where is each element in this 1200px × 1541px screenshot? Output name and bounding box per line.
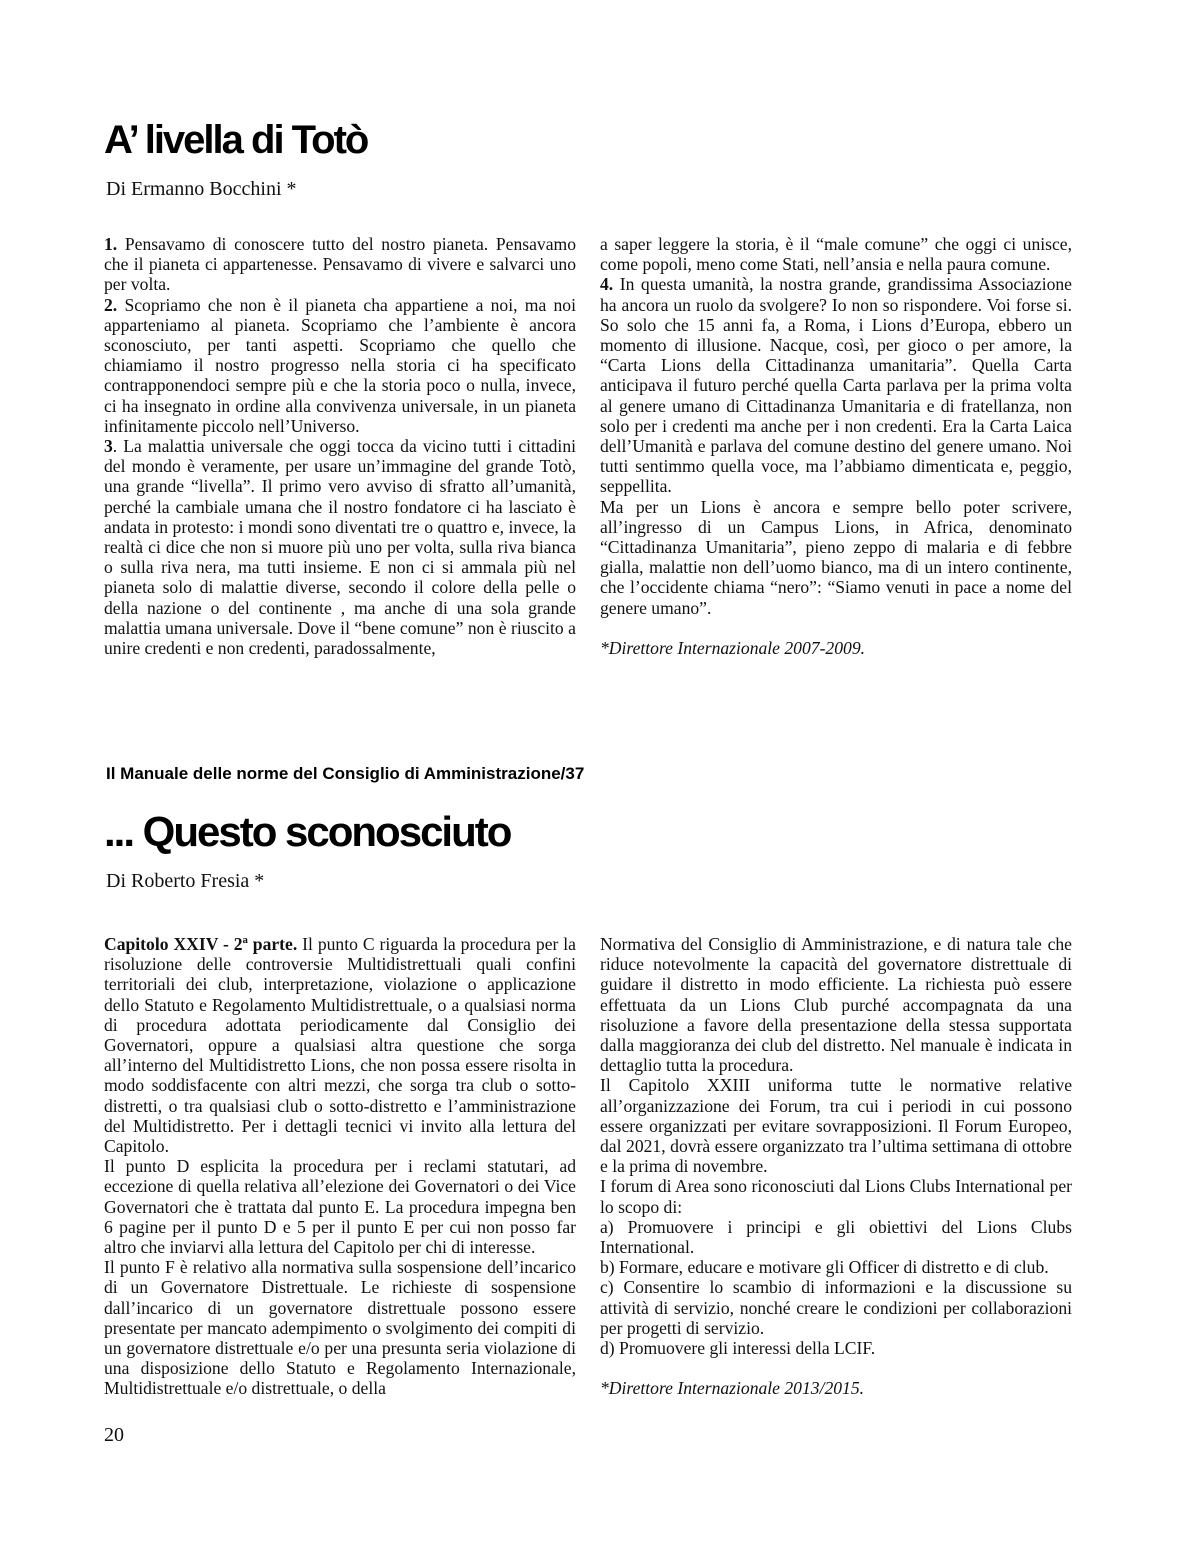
paragraph: a saper leggere la storia, è il “male comune” che oggi ci unisce, come popoli, meno come Stati, nell’ansia e nella paura comune.	[600, 234, 1072, 275]
section-kicker: Il Manuale delle norme del Consiglio di Amministrazione/37	[106, 764, 585, 783]
paragraph: 3. La malattia universale che oggi tocca da vicino tutti i cittadini del mondo è veramente, per usare un’immagine del grande Totò, una grande “livella”. Il primo vero avviso di sfratto all’umanità, perché la cambiale umana che il nostro fondatore ci ha lasciato è andata in protesto: i mondi sono diventati tre o quattro e, invece, la realtà ci dice che non si muore più uno per volta, sulla riva bianca o sulla riva nera, ma tutti insieme. E non ci si ammala più nel pianeta solo di malattie diverse, secondo il colore della pelle o della nazione o del continente , ma anche di una sola grande malattia umana universale. Dove il “bene comune” non è riuscito a unire credenti e non credenti, paradossalmente,	[104, 436, 576, 659]
article-byline: Di Roberto Fresia *	[106, 870, 265, 892]
author-note: *Direttore Internazionale 2007-2009.	[600, 637, 866, 658]
article-column-2	[600, 234, 1072, 658]
article-byline: Di Ermanno Bocchini *	[106, 178, 297, 200]
article-title: ... Questo sconosciuto	[104, 808, 511, 855]
article-column-2	[600, 934, 1072, 1398]
author-note: *Direttore Internazionale 2013/2015.	[600, 1378, 865, 1399]
article-column-1	[104, 234, 576, 658]
list-item: c) Consentire lo scambio di informazioni e la discussione su attività di servizio, nonché creare le condizioni per collaborazioni per progetti di servizio.	[600, 1277, 1072, 1338]
list-item: b) Formare, educare e motivare gli Officer di distretto e di club.	[600, 1257, 1049, 1278]
paragraph: I forum di Area sono riconosciuti dal Lions Clubs International per lo scopo di:	[600, 1176, 1072, 1217]
paragraph: 2. Scopriamo che non è il pianeta cha appartiene a noi, ma noi apparteniamo al pianeta. Scopriamo che l’ambiente è ancora sconosciuto, per tanti aspetti. Scopriamo che quello che chiamiamo il nostro progresso nella storia ci ha specificato contrapponendoci sempre più e che la storia poco o nulla, invece, ci ha insegnato in ordine alla convivenza universale, in un pianeta infinitamente piccolo nell’Universo.	[104, 294, 576, 436]
paragraph: Il punto D esplicita la procedura per i reclami statutari, ad eccezione di quella relativa all’elezione dei Governatori o dei Vice Governatori che è trattata dal punto E. La procedura impegna ben 6 pagine per il punto D e 5 per il punto E per cui non posso far altro che inviarvi alla lettura del Capitolo per chi di interesse.	[104, 1156, 576, 1258]
paragraph: Normativa del Consiglio di Amministrazione, e di natura tale che riduce notevolmente la capacità del governatore distrettuale di guidare il distretto in modo efficiente. La richiesta può essere effettuata da un Lions Club purché accompagnata da una risoluzione a favore della presentazione della stessa supportata dalla maggioranza dei club del distretto. Nel manuale è indicata in dettaglio tutta la procedura.	[600, 934, 1072, 1076]
paragraph: Il punto F è relativo alla normativa sulla sospensione dell’incarico di un Governatore Distrettuale. Le richieste di sospensione dall’incarico di un governatore distrettuale possono essere presentate per mancato adempimento o svolgimento dei compiti di un governatore distrettuale e/o per una presunta seria violazione di una disposizione dello Statuto e Regolamento Internazionale, Multidistrettuale e/o distrettuale, o della	[104, 1257, 576, 1399]
paragraph: Capitolo XXIV - 2ª parte. Il punto C riguarda la procedura per la risoluzione delle controversie Multidistrettuali quali confini territoriali dei club, interpretazione, violazione o applicazione dello Statuto e Regolamento Multidistrettuale, o a qualsiasi norma di procedura adottata periodicamente dal Consiglio dei Governatori, oppure a qualsiasi altra questione che sorga all’interno del Multidistretto Lions, che non possa essere risolta in modo soddisfacente con altri mezzi, che sorga tra club o sotto-distretti, o tra qualsiasi club o sotto-distretto e l’amministrazione del Multidistretto. Per i dettagli tecnici vi invito alla lettura del Capitolo.	[104, 934, 576, 1157]
article-title: A’ livella di Totò	[104, 118, 368, 162]
article-column-1	[104, 934, 576, 1399]
paragraph: 1. Pensavamo di conoscere tutto del nostro pianeta. Pensavamo che il pianeta ci appartenesse. Pensavamo di vivere e salvarci uno per volta.	[104, 234, 576, 295]
list-item: a) Promuovere i principi e gli obiettivi del Lions Clubs International.	[600, 1216, 1072, 1258]
paragraph: Ma per un Lions è ancora e sempre bello poter scrivere, all’ingresso di un Campus Lions, in Africa, denominato “Cittadinanza Umanitaria”, pieno zeppo di malaria e di febbre gialla, malattie non dell’uomo bianco, ma di un intero continente, che l’occidente chiama “nero”: “Siamo venuti in pace a nome del genere umano”.	[600, 496, 1072, 618]
paragraph: 4. In questa umanità, la nostra grande, grandissima Associazione ha ancora un ruolo da svolgere? Io non so rispondere. Voi forse si. So solo che 15 anni fa, a Roma, i Lions d’Europa, ebbero un momento di illusione. Nacque, così, per gioco o per amore, la “Carta Lions della Cittadinanza umanitaria”. Quella Carta anticipava il futuro perché quella Carta parlava per la prima volta al genere umano di Cittadinanza Umanitaria e di fratellanza, non solo per i credenti ma anche per i non credenti. Era la Carta Laica dell’Umanità e parlava del comune destino del genere umano. Noi tutti sentimmo quella voce, ma l’abbiamo dimenticata e, peggio, seppellita.	[600, 274, 1072, 497]
paragraph: Il Capitolo XXIII uniforma tutte le normative relative all’organizzazione dei Forum, tra cui i periodi in cui possono essere organizzati per evitare sovrapposizioni. Il Forum Europeo, dal 2021, dovrà essere organizzato tra l’ultima settimana di ottobre e la prima di novembre.	[600, 1075, 1072, 1177]
list-item: d) Promuovere gli interessi della LCIF.	[600, 1338, 876, 1359]
page-number: 20	[104, 1424, 124, 1446]
